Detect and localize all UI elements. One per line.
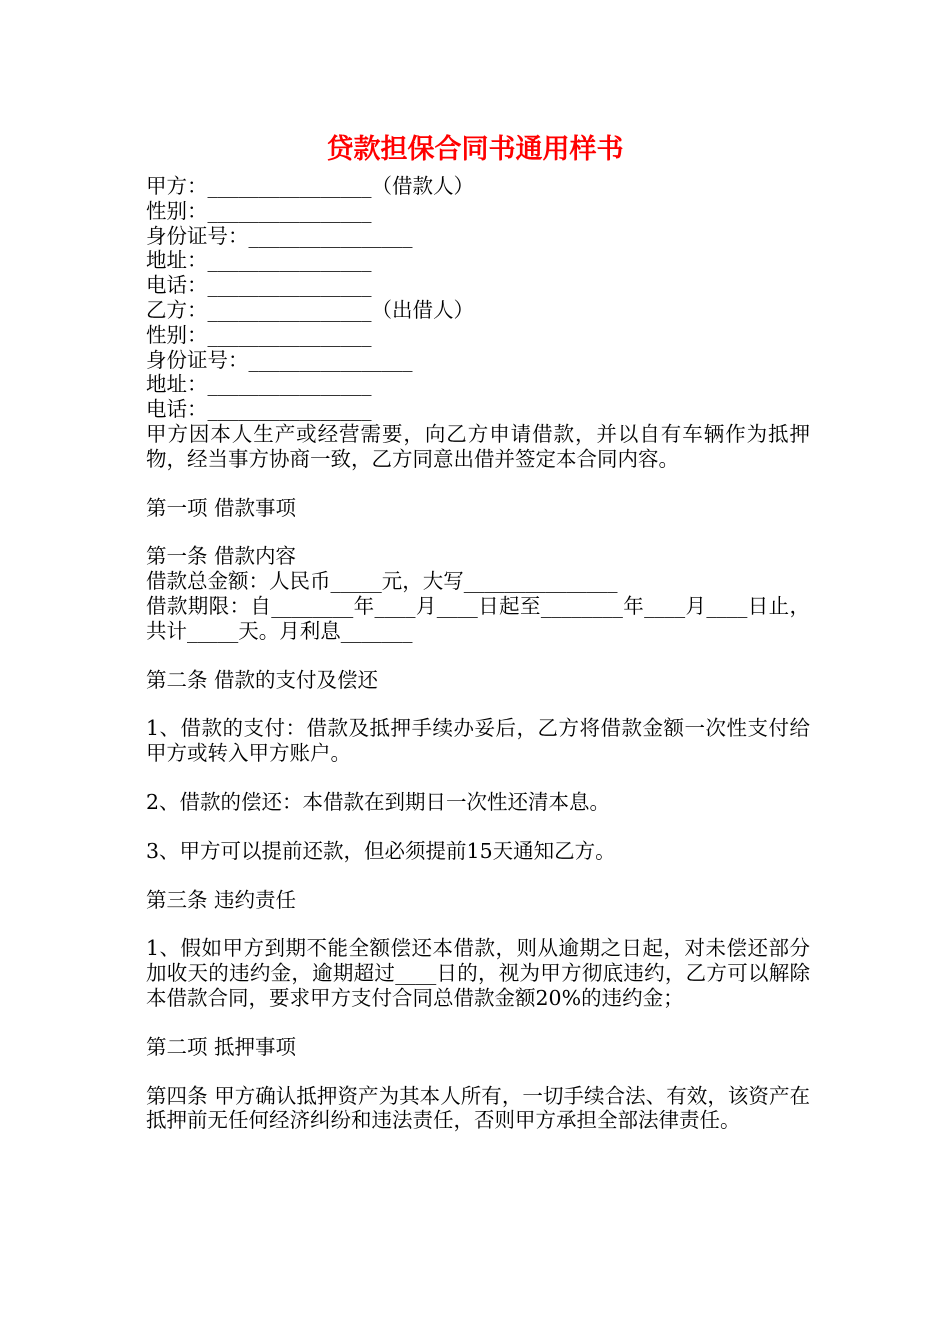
loan-amount-line: 借款总金额：人民币_____元，大写_______________ — [146, 569, 618, 594]
party-a-address: 地址：________________ — [146, 248, 372, 273]
payment-clause-2: 2、借款的偿还：本借款在到期日一次性还清本息。 — [146, 789, 611, 814]
document-body — [146, 174, 810, 1133]
payment-clause-3: 3、甲方可以提前还款，但必须提前15天通知乙方。 — [146, 838, 616, 863]
article-3-heading: 第三条 违约责任 — [146, 887, 297, 912]
party-a-gender: 性别：________________ — [146, 198, 372, 223]
party-a-line: 甲方：________________（借款人） — [146, 174, 474, 198]
party-b-line: 乙方：________________（出借人） — [146, 297, 474, 322]
party-b-gender: 性别：________________ — [146, 322, 372, 347]
section-2-heading: 第二项 抵押事项 — [146, 1034, 297, 1059]
article-4-paragraph: 第四条 甲方确认抵押资产为其本人所有，一切手续合法、有效，该资产在抵押前无任何经济纠纷和违法责任，否则甲方承担全部法律责任。 — [146, 1083, 810, 1133]
article-1-heading: 第一条 借款内容 — [146, 544, 297, 569]
party-b-address: 地址：________________ — [146, 372, 372, 397]
loan-term-paragraph: 借款期限：自________年____月____日起至________年____月____日止，共计_____天。月利息_______ — [146, 593, 810, 643]
party-b-id: 身份证号：________________ — [146, 347, 413, 372]
party-a-id: 身份证号：________________ — [146, 223, 413, 248]
document-title: 贷款担保合同书通用样书 — [326, 134, 624, 165]
party-a-phone: 电话：________________ — [146, 273, 372, 298]
party-b-phone: 电话：________________ — [146, 397, 372, 422]
section-1-heading: 第一项 借款事项 — [146, 495, 297, 520]
article-2-heading: 第二条 借款的支付及偿还 — [146, 667, 379, 692]
payment-clause-1: 1、借款的支付：借款及抵押手续办妥后，乙方将借款金额一次性支付给甲方或转入甲方账户。 — [146, 716, 810, 766]
intro-paragraph: 甲方因本人生产或经营需要，向乙方申请借款，并以自有车辆作为抵押物，经当事方协商一致，乙方同意出借并签定本合同内容。 — [146, 421, 810, 471]
breach-clause-1: 1、假如甲方到期不能全额偿还本借款，则从逾期之日起，对未偿还部分加收天的违约金，逾期超过____日的，视为甲方彻底违约，乙方可以解除本借款合同，要求甲方支付合同总借款金额20%的违约金； — [146, 936, 810, 1010]
